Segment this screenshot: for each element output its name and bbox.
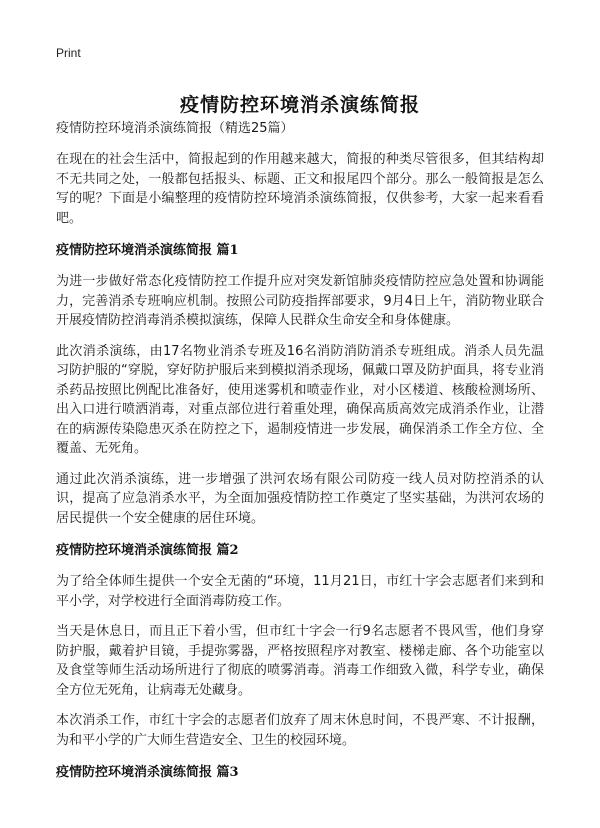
document-body bbox=[56, 120, 544, 794]
section-heading-1: 疫情防控环境消杀演练简报 篇1 bbox=[56, 243, 239, 258]
section-2-paragraph-3: 本次消杀工作，市红十字会的志愿者们放弃了周末休息时间，不畏严寒、不计报酬，为和平小学的广大师生营造安全、卫生的校园环境。 bbox=[56, 713, 544, 748]
section-1-paragraph-1: 为进一步做好常态化疫情防控工作提升应对突发新馆肺炎疫情防控应急处置和协调能力，完善消杀专班响应机制。按照公司防疫指挥部要求，9月4日上午，消防物业联合开展疫情防控消毒消杀模拟演练，保障人民群众生命安全和身体健康。 bbox=[56, 274, 544, 328]
section-heading-3: 疫情防控环境消杀演练简报 篇3 bbox=[56, 765, 239, 780]
section-1-paragraph-3: 通过此次消杀演练，进一步增强了洪河农场有限公司防疫一线人员对防控消杀的认识，提高了应急消杀水平，为全面加强疫情防控工作奠定了坚实基础，为洪河农场的居民提供一个安全健康的居住环境。 bbox=[56, 471, 544, 526]
document-subtitle: 疫情防控环境消杀演练简报（精选25篇） bbox=[56, 121, 294, 136]
section-1-paragraph-2: 此次消杀演练，由17名物业消杀专班及16名消防消防消杀专班组成。消杀人员先温习防护服的“穿脱，穿好防护服后来到模拟消杀现场，佩戴口罩及防护面具，将专业消杀药品按照比例配比准备好，使用迷雾机和喷壶作业，对小区楼道、核酸检测场所、出入口进行喷洒消毒，对重点部位进行着重处理，确保高质高效完成消杀作业，让潜在的病源传染隐患灭杀在防控之下，遏制疫情进一步发展，确保消杀工作全方位、全覆盖、无死角。 bbox=[56, 343, 544, 456]
print-link[interactable]: Print bbox=[56, 46, 81, 60]
section-heading-2: 疫情防控环境消杀演练简报 篇2 bbox=[56, 543, 239, 558]
intro-paragraph: 在现在的社会生活中，简报起到的作用越来越大，简报的种类尽管很多，但其结构却不无共同之处，一般都包括报头、标题、正文和报尾四个部分。那么一般简报是怎么写的呢？下面是小编整理的疫情防控环境消杀演练简报，仅供参考，大家一起来看看吧。 bbox=[56, 152, 544, 226]
page-title: 疫情防控环境消杀演练简报 bbox=[179, 93, 420, 116]
section-2-paragraph-1: 为了给全体师生提供一个安全无菌的“环境，11月21日，市红十字会志愿者们来到和平小学，对学校进行全面消毒防疫工作。 bbox=[56, 574, 544, 609]
section-2-paragraph-2: 当天是休息日，而且正下着小雪，但市红十字会一行9名志愿者不畏风雪，他们身穿防护服，戴着护目镜，手提弥雾器，严格按照程序对教室、楼梯走廊、各个功能室以及食堂等师生活动场所进行了彻底的喷雾消毒。消毒工作细致入微，科学专业，确保全方位无死角，让病毒无处藏身。 bbox=[56, 624, 544, 698]
